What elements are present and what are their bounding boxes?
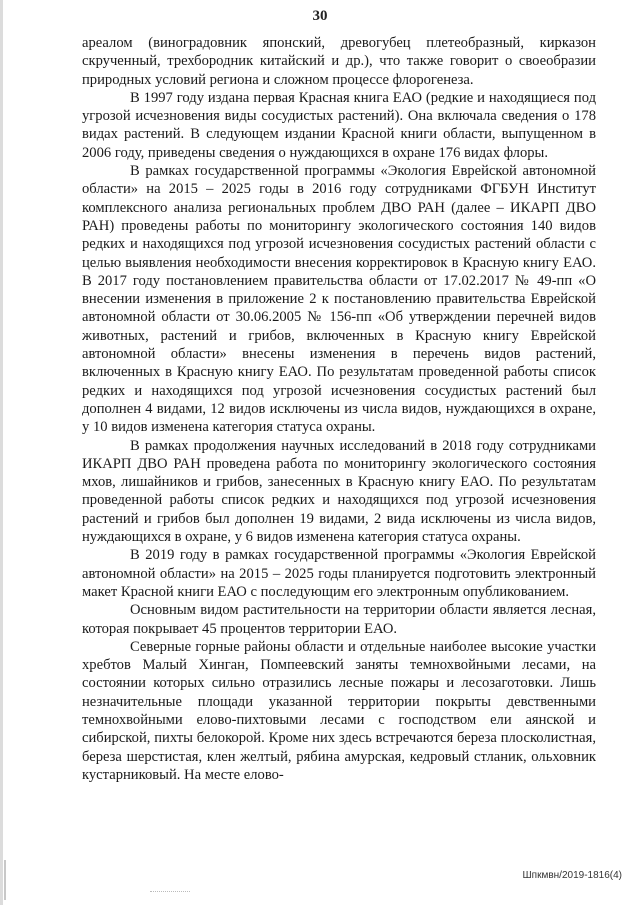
paragraph-forest-coverage: Основным видом растительности на территории области является лесная, которая покрывает 45 процентов территории ЕАО. — [82, 602, 596, 637]
paragraph-northern-regions: Северные горные районы области и отдельные наиболее высокие участки хребтов Малый Хинган, Помпеевский заняты темнохвойными лесами, на состоянии которых сильно отразились лесные пожары и лесозаготовки. Лишь незначительные площади указанной территории покрыты девственными темнохвойными елово-пихтовыми лесами с господством ели аянской и сибирской, пихты белокорой. Кроме них здесь встречаются береза плосколистная, береза шерстистая, клен желтый, рябина амурская, кедровый стланик, ольховник кустарниковый. На месте елово- — [82, 638, 596, 783]
scan-edge — [0, 0, 3, 905]
paragraph-monitoring-2016: В рамках государственной программы «Экология Еврейской автономной области» на 2015 – 2025 годы в 2016 году сотрудниками ФГБУН Институт комплексного анализа региональных проблем ДВО РАН (далее – ИКАРП ДВО РАН) проведены работы по мониторингу экологического состояния 140 видов редких и находящихся под угрозой исчезновения сосудистых растений области с целью выявления необходимости внесения корректировок в Красную книгу ЕАО. В 2017 году постановлением правительства области от 17.02.2017 № 49-пп «О внесении изменения в приложение 2 к постановлению правительства Еврейской автономной области от 30.06.2005 № 156-пп «Об утверждении перечней видов животных, растений и грибов, включенных в Красную книгу Еврейской автономной области» внесены изменения в перечень видов растений, включенных в Красную книгу ЕАО. По результатам проведенной работы список редких и находящихся под угрозой исчезновения сосудистых растений был дополнен 4 видами, 12 видов исключены из числа видов, нуждающихся в охране, у 10 видов изменена категория статуса охраны. — [82, 163, 596, 436]
paragraph-plan-2019: В 2019 году в рамках государственной программы «Экология Еврейской автономной области» на 2015 – 2025 годы планируется подготовить электронный макет Красной книги ЕАО с последующим его электронным опубликованием. — [82, 547, 596, 600]
paragraph-red-book-1997: В 1997 году издана первая Красная книга ЕАО (редкие и находящиеся под угрозой исчезновения виды сосудистых растений). Она включала сведения о 178 видах растений. В следующем издании Красной книги области, выпущенном в 2006 году, приведены сведения о нуждающихся в охране 176 видах флоры. — [82, 89, 596, 161]
scan-dots — [150, 891, 190, 895]
document-code: Шпкмвн/2019-1816(4) — [522, 870, 622, 881]
paragraph-continuation: ареалом (виноградовник японский, древогубец плетеобразный, кирказон скрученный, трехбородник китайский и др.), что также говорит о своеобразии природных условий региона и сложном процессе флорогенеза. — [82, 35, 596, 88]
paragraph-research-2018: В рамках продолжения научных исследований в 2018 году сотрудниками ИКАРП ДВО РАН проведена работа по мониторингу экологического состояния мхов, лишайников и грибов, занесенных в Красную книгу ЕАО. По результатам проведенной работы список редких и находящихся под угрозой исчезновения растений и грибов был дополнен 19 видами, 2 вида исключены из числа видов, нуждающихся в охране, у 6 видов изменена категория статуса охраны. — [82, 437, 596, 546]
scan-mark — [4, 860, 6, 900]
page-number: 30 — [312, 8, 328, 24]
body-text — [82, 34, 596, 784]
